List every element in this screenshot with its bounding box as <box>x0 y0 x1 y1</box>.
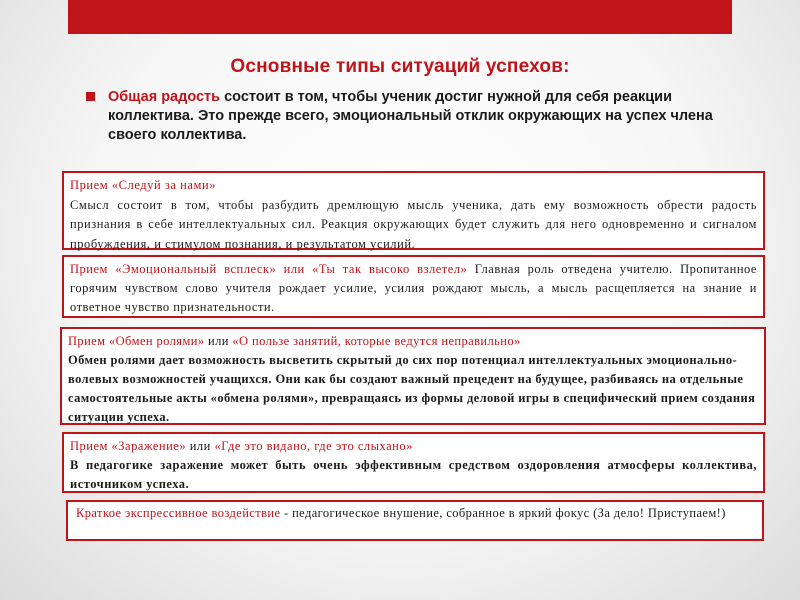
intro-text: состоит в том, чтобы ученик достиг нужной для себя реакции коллектива. Это прежде всего, эмоциональный отклик окружающих на успех члена своего коллектива. <box>108 89 713 143</box>
card-role-exchange <box>60 327 766 425</box>
card-heading-b: «О пользе занятий, которые ведутся неправильно» <box>232 334 521 348</box>
top-accent-bar <box>68 0 732 34</box>
card-brief-impact <box>66 500 764 541</box>
card-contagion <box>62 432 765 493</box>
card-body: Смысл состоит в том, чтобы разбудить дремлющую мысль ученика, дать ему возможность обрести радость признания в себе интеллектуальных сил. Реакция окружающих будет служить для него одновременно и сигналом пробуждения, и стимулом познания, и результатом усилий. <box>70 197 757 251</box>
card-heading: Прием «Эмоциональный всплеск» или «Ты так высоко взлетел» <box>70 262 468 276</box>
card-body: В педагогике заражение может быть очень эффективным средством оздоровления атмосферы коллектива, источником успеха. <box>70 458 757 491</box>
intro-paragraph <box>86 88 748 145</box>
card-heading-or: или <box>186 439 215 453</box>
intro-lead: Общая радость <box>108 89 221 105</box>
card-follow-us <box>62 171 765 250</box>
card-body: - педагогическое внушение, собранное в яркий фокус (За дело! Приступаем!) <box>280 506 726 520</box>
bullet-square-icon <box>86 92 95 101</box>
card-body: Обмен ролями дает возможность высветить скрытый до сих пор потенциал интеллектуальных эмоционально-волевых возможностей учащихся. Они как бы создают важный прецедент на будущее, разбиваясь на отдельные самостоятельные акты «обмена ролями», превращаясь из формы деловой игры в специфический прием создания ситуации успеха. <box>68 353 756 424</box>
card-emotional-burst <box>62 255 765 318</box>
card-heading-b: «Где это видано, где это слыхано» <box>214 439 413 453</box>
card-heading-a: Прием «Заражение» <box>70 439 187 453</box>
slide-title: Основные типы ситуаций успехов: <box>230 56 570 77</box>
card-heading <box>70 437 757 456</box>
card-heading: Прием «Следуй за нами» <box>70 178 216 192</box>
card-heading <box>68 332 758 351</box>
card-heading-a: Прием «Обмен ролями» <box>68 334 205 348</box>
card-heading-or: или <box>204 334 233 348</box>
card-lead: Краткое экспрессивное воздействие <box>76 506 281 520</box>
card-body: Главная роль отведена учителю. Пропитанное горячим чувством слово учителя рождает усилие, усилия рождают мысль, а мысль расщепляется на знание и ответное чувство признательности. <box>70 262 757 314</box>
